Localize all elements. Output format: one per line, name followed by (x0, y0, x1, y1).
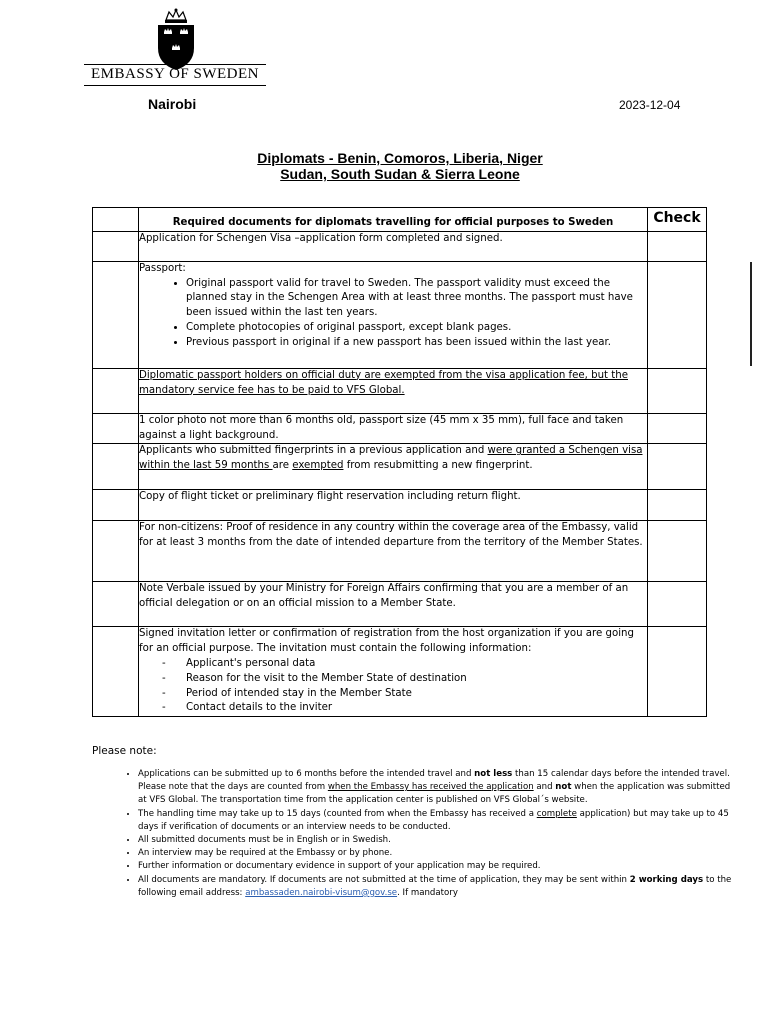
row-residence-proof: For non-citizens: Proof of residence in any country within the coverage area of the Embassy, valid for at least 3 months from the date of intended departure from the territory of the Member States. (139, 521, 648, 582)
check-cell[interactable] (648, 413, 707, 444)
header-rule-bottom (84, 85, 266, 86)
table-row (93, 627, 707, 717)
number-cell (93, 444, 139, 490)
requirements-table (92, 207, 707, 717)
table-row (93, 490, 707, 521)
row-passport (139, 261, 648, 368)
number-cell (93, 261, 139, 368)
scrollbar[interactable] (750, 262, 752, 366)
list-item: - Contact details to the inviter (186, 701, 647, 716)
row-fee-exemption: Diplomatic passport holders on official duty are exempted from the visa application fee, but the mandatory service fee has to be paid to VFS Global. (139, 368, 648, 413)
number-cell (93, 627, 139, 717)
invitation-intro: Signed invitation letter or confirmation of registration from the host organization if you are going for an official purpose. The invitation must contain the following information: (139, 628, 634, 655)
row-note-verbale: Note Verbale issued by your Ministry for Foreign Affairs confirming that you are a member of an official delegation or on an official mission to a Member State. (139, 582, 648, 627)
notes-label: Please note: (92, 745, 157, 757)
passport-label: Passport: (139, 262, 186, 274)
email-link[interactable]: ambassaden.nairobi-visum@gov.se (245, 887, 398, 898)
table-row (93, 521, 707, 582)
header-rule-top (84, 64, 266, 65)
table-row (93, 582, 707, 627)
table-row (93, 413, 707, 444)
table-row (93, 261, 707, 368)
list-item: • Complete photocopies of original passport, except blank pages. (186, 321, 647, 336)
number-cell (93, 490, 139, 521)
row-fingerprints: Applicants who submitted fingerprints in a previous application and were granted a Schengen visa within the last 59 months are exempted from resubmitting a new fingerprint. (139, 444, 648, 490)
list-item: • All documents are mandatory. If documents are not submitted at the time of application, they may be sent within 2 working days to the following email address: ambassaden.nairobi-visum@gov.se. If mandatory (138, 874, 738, 900)
number-cell (93, 208, 139, 232)
list-item: • Applications can be submitted up to 6 months before the intended travel and not less than 15 calendar days before the intended travel. Please note that the days are counted from when the Embassy has received the application and not when the application was submitted at VFS Global. The transportation time from the application center is published on VFS Global´s website. (138, 768, 738, 808)
number-cell (93, 413, 139, 444)
check-cell[interactable] (648, 231, 707, 261)
list-item: - Period of intended stay in the Member State (186, 687, 647, 702)
city-label: Nairobi (148, 96, 197, 112)
check-cell[interactable] (648, 368, 707, 413)
check-column-header: Check (648, 208, 707, 232)
table-row (93, 231, 707, 261)
number-cell (93, 368, 139, 413)
embassy-name: EMBASSY OF SWEDEN (91, 66, 259, 82)
list-item: • All submitted documents must be in English or in Swedish. (138, 834, 738, 847)
table-header: Required documents for diplomats travelling for official purposes to Sweden (139, 208, 648, 232)
list-item: - Applicant's personal data (186, 657, 647, 672)
document-title-line1: Diplomats - Benin, Comoros, Liberia, Niger (257, 150, 543, 166)
list-item: - Reason for the visit to the Member State of destination (186, 672, 647, 687)
number-cell (93, 521, 139, 582)
sweden-crest-icon (150, 8, 202, 72)
list-item: • The handling time may take up to 15 days (counted from when the Embassy has received a complete application) but may take up to 45 days if verification of documents or an interview needs to be conducted. (138, 808, 738, 834)
table-header-row (93, 208, 707, 232)
table-row (93, 444, 707, 490)
check-cell[interactable] (648, 444, 707, 490)
check-cell[interactable] (648, 627, 707, 717)
notes-list (92, 768, 738, 900)
document-date: 2023-12-04 (619, 98, 681, 112)
check-cell[interactable] (648, 261, 707, 368)
number-cell (93, 582, 139, 627)
invitation-list (139, 657, 647, 716)
list-item: • An interview may be required at the Embassy or by phone. (138, 847, 738, 860)
row-photo: 1 color photo not more than 6 months old, passport size (45 mm x 35 mm), full face and taken against a light background. (139, 413, 648, 444)
check-cell[interactable] (648, 521, 707, 582)
document-title-line2: Sudan, South Sudan & Sierra Leone (280, 166, 520, 182)
list-item: • Original passport valid for travel to Sweden. The passport validity must exceed the planned stay in the Schengen Area with at least three months. The passport must have been issued within the last ten years. (186, 277, 647, 321)
row-invitation-letter (139, 627, 648, 717)
list-item: • Further information or documentary evidence in support of your application may be required. (138, 860, 738, 873)
row-flight-ticket: Copy of flight ticket or preliminary flight reservation including return flight. (139, 490, 648, 521)
number-cell (93, 231, 139, 261)
list-item: • Previous passport in original if a new passport has been issued within the last year. (186, 336, 647, 351)
check-cell[interactable] (648, 582, 707, 627)
check-cell[interactable] (648, 490, 707, 521)
passport-list (139, 277, 647, 351)
row-application-form: Application for Schengen Visa –application form completed and signed. (139, 231, 648, 261)
table-row (93, 368, 707, 413)
